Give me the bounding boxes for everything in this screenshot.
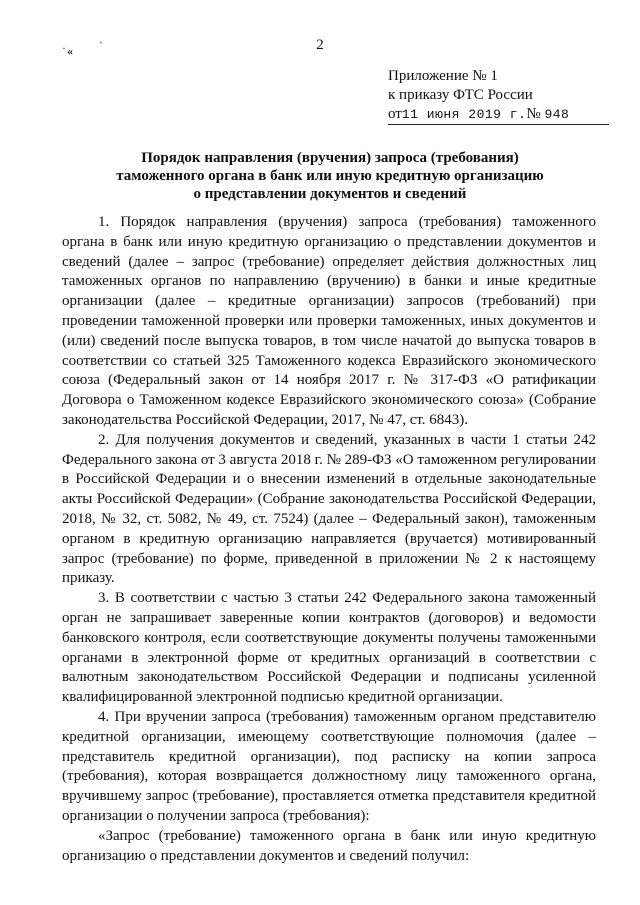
paragraph-1: 1. Порядок направления (вручения) запроса (требования) таможенного органа в банк или иную кредитную организацию о представлении документов и сведений (далее – запрос (требование) определяет действия должностных лиц таможенных органов по направлению (вручению) в банки и иные кредитные организации (далее – кредитные организации) запросов (требований) при проведении таможенной проверки или проверки таможенных, иных документов и (или) сведений после выпуска товаров, в том числе начатой до выпуска товаров в соответствии со статьей 325 Таможенного кодекса Евразийского экономического союза (Федеральный закон от 14 ноября 2017 г. № 317-ФЗ «О ратификации Договора о Таможенном кодексе Евразийского экономического союза» (Собрание законодательства Российской Федерации, 2017, № 47, ст. 6843). bbox=[62, 214, 596, 428]
appendix-date: 11 июня 2019 г. bbox=[401, 107, 527, 122]
appendix-date-line bbox=[388, 105, 609, 125]
paragraph-3: 3. В соответствии с частью 3 статьи 242 Федерального закона таможенный орган не запрашивает заверенные копии контрактов (договоров) и ведомости банковского контроля, если соответствующие документы получены таможенными органами в электронной форме от кредитных организаций в соответствии с валютным законодательством Российской Федерации и подписаны усиленной квалифицированной электронной подписью кредитной организации. bbox=[62, 590, 596, 706]
appendix-date-prefix: от bbox=[388, 106, 402, 122]
document-title bbox=[60, 149, 600, 203]
appendix-number-label: № bbox=[526, 106, 541, 122]
appendix-order-ref: к приказу ФТС России bbox=[388, 87, 533, 103]
scan-speck: « bbox=[67, 44, 73, 58]
appendix-number: 948 bbox=[544, 107, 570, 122]
paragraph-2: 2. Для получения документов и сведений, указанных в части 1 статьи 242 Федерального закона от 3 августа 2018 г. № 289-ФЗ «О таможенном регулировании в Российской Федерации и о внесении изменений в отдельные законодательные акты Российской Федерации» (Собрание законодательства Российской Федерации, 2018, № 32, ст. 5082, № 49, ст. 7524) (далее – Федеральный закон), таможенным органом в кредитную организацию направляется (вручается) мотивированный запрос (требование) по форме, приведенной в приложении № 2 к настоящему приказу. bbox=[62, 431, 596, 587]
paragraph-5: «Запрос (требование) таможенного органа в банк или иную кредитную организацию о представлении документов и сведений получил: bbox=[62, 827, 596, 864]
appendix-title: Приложение № 1 bbox=[388, 68, 498, 84]
title-line: таможенного органа в банк или иную кредитную организацию bbox=[116, 168, 544, 184]
scan-speck: · bbox=[62, 41, 66, 55]
paragraph-4: 4. При вручении запроса (требования) таможенным органом представителю кредитной организации, имеющему соответствующие полномочия (далее – представитель кредитной организации), под расписку на копии запроса (требования), которая возвращается должностному лицу таможенного органа, вручившему запрос (требование), проставляется отметка представителя кредитной организации о получении запроса (требования): bbox=[62, 708, 596, 824]
title-line: Порядок направления (вручения) запроса (требования) bbox=[141, 150, 519, 166]
title-line: о представлении документов и сведений bbox=[193, 186, 467, 202]
appendix-block bbox=[388, 67, 609, 125]
document-body bbox=[62, 213, 596, 866]
page-number: 2 bbox=[316, 37, 324, 53]
scan-speck: ` bbox=[99, 39, 103, 53]
